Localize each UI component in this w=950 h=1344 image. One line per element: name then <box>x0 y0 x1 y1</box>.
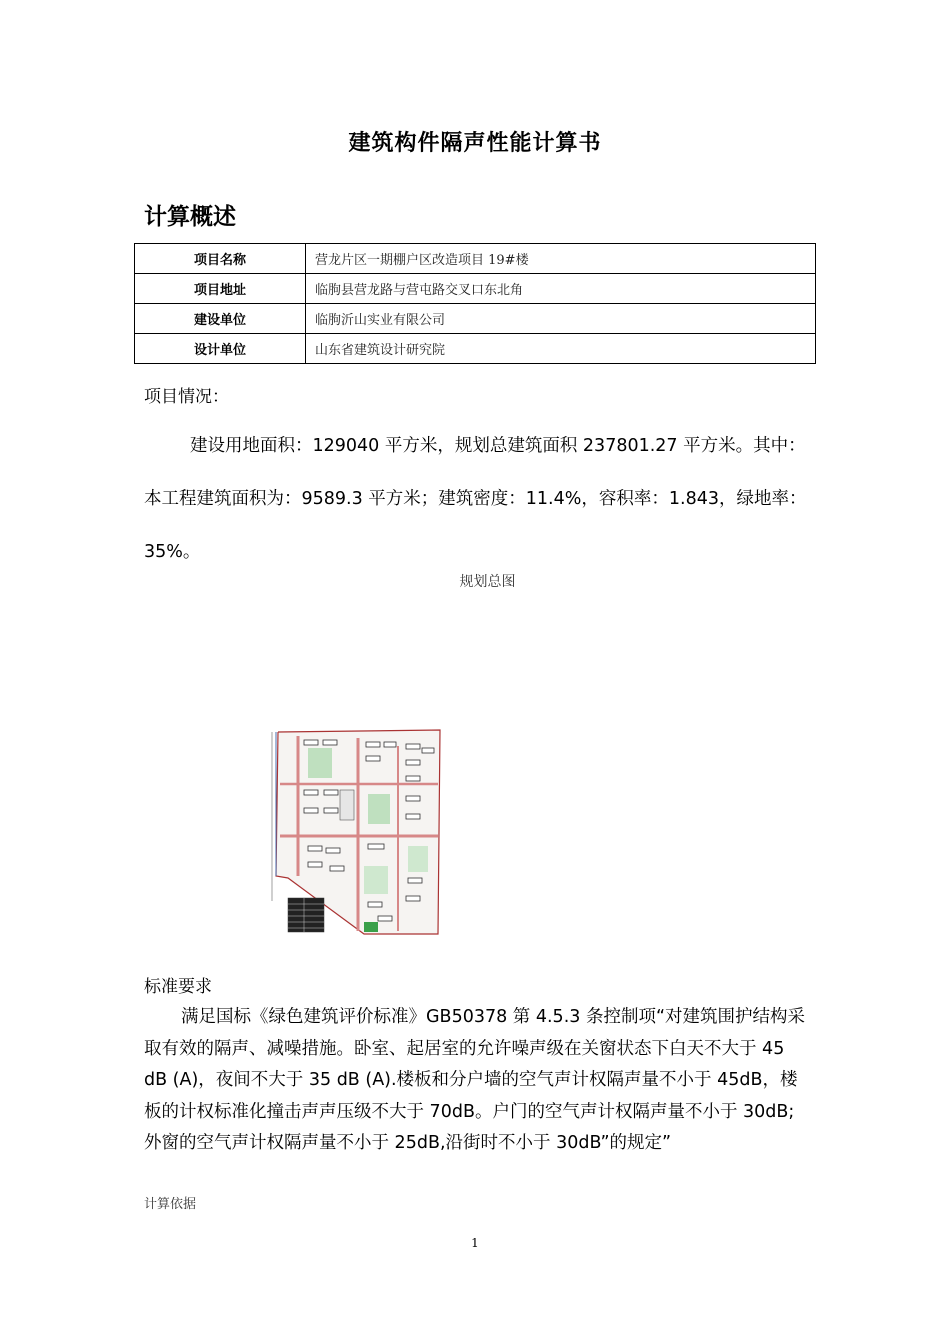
table-value: 临朐县营龙路与营屯路交叉口东北角 <box>306 274 816 304</box>
table-label: 设计单位 <box>135 334 306 364</box>
table-row <box>135 334 816 364</box>
table-row <box>135 244 816 274</box>
project-situation-label: 项目情况： <box>144 387 229 407</box>
site-plan-image <box>268 726 444 938</box>
table-row <box>135 304 816 334</box>
table-row <box>135 274 816 304</box>
table-label: 项目地址 <box>135 274 306 304</box>
table-value: 临朐沂山实业有限公司 <box>306 304 816 334</box>
table-value: 山东省建筑设计研究院 <box>306 334 816 364</box>
project-info-table <box>134 243 816 364</box>
table-label: 项目名称 <box>135 244 306 274</box>
basis-label: 计算依据 <box>144 1197 197 1212</box>
section-heading: 计算概述 <box>144 204 236 230</box>
page-number: 1 <box>471 1236 479 1250</box>
standard-text: 满足国标《绿色建筑评价标准》GB50378 第 4.5.3 条控制项“对建筑围护结构采取有效的隔声、减噪措施。卧室、起居室的允许噪声级在关窗状态下白天不大于 45 dB (A)，夜间不大于 35 dB (A).楼板和分户墙的空气声计权隔声量不小于 45dB，楼板的计权标准化撞击声声压级不大于 70dB。户门的空气声计权隔声量不小于 30dB;外窗的空气声计权隔声量不小于 25dB,沿街时不小于 30dB”的规定” <box>144 1007 806 1153</box>
figure-caption: 规划总图 <box>459 574 516 590</box>
project-situation-text: 建设用地面积：129040 平方米，规划总建筑面积 237801.27 平方米。其中：本工程建筑面积为：9589.3 平方米；建筑密度：11.4%，容积率：1.843，绿地率：35%。 <box>144 436 807 562</box>
document-title: 建筑构件隔声性能计算书 <box>348 131 602 156</box>
standard-label: 标准要求 <box>144 977 212 997</box>
table-value: 营龙片区一期棚户区改造项目 19#楼 <box>306 244 816 274</box>
table-label: 建设单位 <box>135 304 306 334</box>
